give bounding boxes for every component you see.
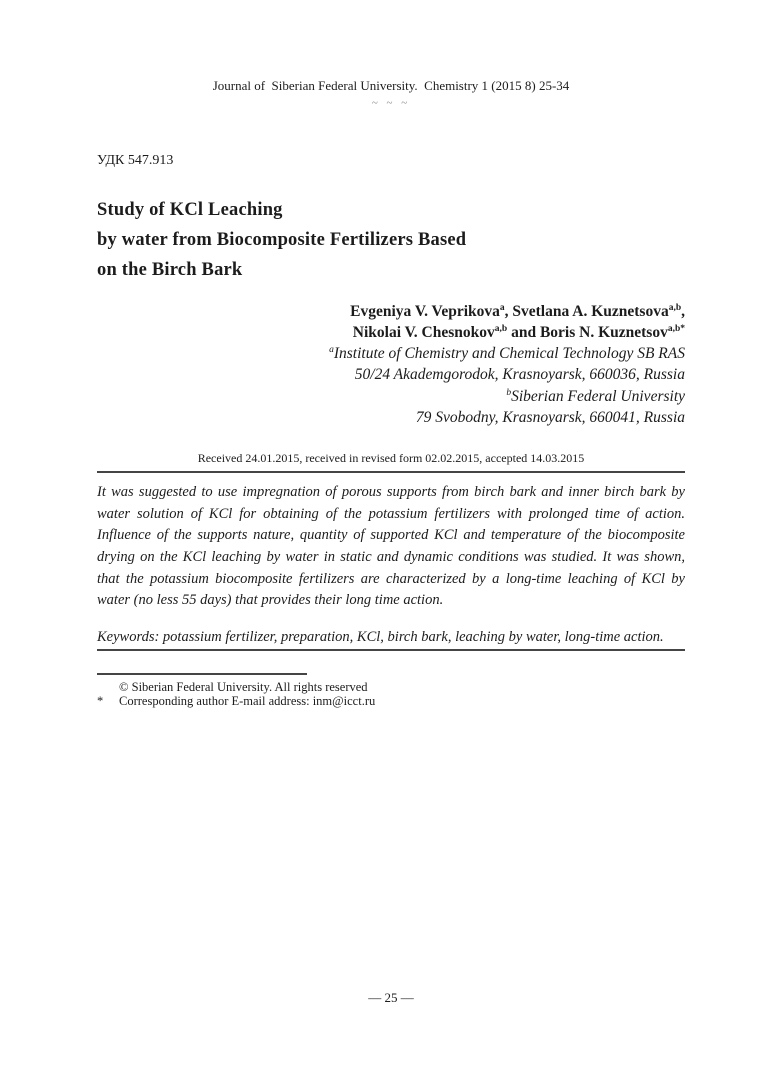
author-superscript: a,b — [668, 302, 682, 313]
abstract-paragraph: It was suggested to use impregnation of porous supports from birch bark and inner birch bark by water solution of KCl for obtaining of the potassium fertilizers with prolonged time of action. Influence of the supports nature, quantity of supported KCl and temperature of the biocomposite drying on the KCl leaching by water in static and dynamic conditions was studied. It was shown, that the potassium biocomposite fertilizers are characterized by a long-time leaching of KCl by water (no less 55 days) that provides their long time action. — [97, 484, 685, 609]
title-line-3: on the Birch Bark — [97, 260, 243, 280]
author-superscript: a — [499, 302, 505, 313]
corresponding-author-text: Corresponding author E-mail address: inm@icct.ru — [119, 694, 376, 709]
copyright-line — [97, 680, 685, 695]
divider-top — [97, 471, 685, 473]
author-line-2 — [97, 322, 685, 343]
affiliation-address: 79 Svobodny, Krasnoyarsk, 660041, Russia — [415, 408, 685, 426]
author-line-1 — [97, 301, 685, 322]
affiliation-line-3 — [97, 386, 685, 407]
title-line-1: Study of KCl Leaching — [97, 200, 283, 220]
affiliation-line-2 — [97, 364, 685, 385]
author-superscript: a,b — [494, 323, 508, 334]
author-line-tail: , — [681, 303, 685, 320]
affiliation-name: Siberian Federal University — [511, 387, 685, 405]
affiliation-address: 50/24 Akademgorodok, Krasnoyarsk, 660036, Russia — [354, 366, 685, 384]
author-name: Evgeniya V. Veprikova — [350, 303, 500, 320]
header-ornament: ~ ~ ~ — [371, 97, 411, 109]
authors-block — [97, 301, 685, 428]
page-number: — 25 — — [368, 990, 414, 1005]
footnote-asterisk-marker: * — [97, 694, 104, 709]
author-name: and Boris N. Kuznetsov — [507, 324, 668, 341]
corresponding-author-line — [97, 694, 685, 709]
author-superscript: a,b* — [667, 323, 685, 334]
affiliation-line-4 — [97, 407, 685, 428]
footnote-marker-empty — [97, 680, 119, 695]
affiliation-line-1 — [97, 343, 685, 364]
affiliation-superscript: b — [506, 387, 512, 398]
copyright-text: © Siberian Federal University. All rights reserved — [119, 679, 368, 694]
author-name: , Svetlana A. Kuznetsova — [504, 303, 669, 320]
journal-header: Journal of Siberian Federal University. Chemistry 1 (2015 8) 25-34 — [212, 78, 570, 93]
title-line-2: by water from Biocomposite Fertilizers Based — [97, 230, 467, 250]
author-name: Nikolai V. Chesnokov — [352, 324, 495, 341]
udc-code: УДК 547.913 — [97, 153, 174, 168]
received-line: Received 24.01.2015, received in revised form 02.02.2015, accepted 14.03.2015 — [197, 451, 585, 466]
paper-title — [97, 195, 685, 285]
affiliation-name: Institute of Chemistry and Chemical Technology SB RAS — [333, 345, 685, 362]
affiliation-superscript: a — [329, 344, 334, 355]
footnote-block — [97, 680, 685, 709]
keywords-line: Keywords: potassium fertilizer, preparation, KCl, birch bark, leaching by water, long-time action. — [97, 628, 664, 645]
footnote-divider — [97, 673, 307, 675]
divider-bottom — [97, 649, 685, 651]
